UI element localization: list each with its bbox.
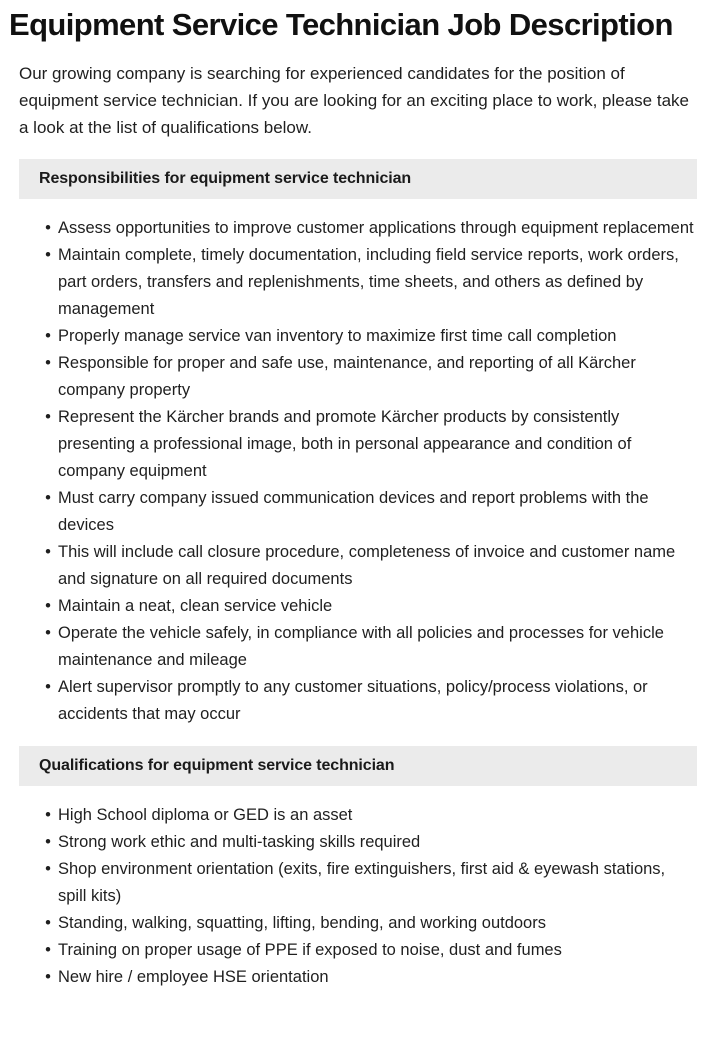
section-qualifications: [0, 746, 720, 991]
bottom-spacer: [0, 991, 720, 1015]
bullet-icon: •: [45, 489, 51, 507]
list-item: [45, 593, 696, 620]
list-item: [45, 829, 696, 856]
bullet-icon: •: [45, 968, 51, 986]
list-item: [45, 937, 696, 964]
list-item-text: Represent the Kärcher brands and promote Kärcher products by consistently presenting a professional image, both in personal appearance and condition of company equipment: [58, 408, 632, 480]
page-title: Equipment Service Technician Job Description: [9, 7, 673, 42]
bullet-icon: •: [45, 678, 51, 696]
bullet-icon: •: [45, 354, 51, 372]
list-item-text: New hire / employee HSE orientation: [58, 968, 329, 986]
list-item: [45, 964, 696, 991]
list-item: [45, 802, 696, 829]
list-item-text: Assess opportunities to improve customer applications through equipment replacement: [58, 219, 694, 237]
section-header-responsibilities: [19, 159, 697, 199]
responsibilities-list: [0, 215, 720, 728]
bullet-icon: •: [45, 860, 51, 878]
bullet-icon: •: [45, 219, 51, 237]
section-responsibilities: [0, 159, 720, 728]
list-item-text: Properly manage service van inventory to maximize first time call completion: [58, 327, 617, 345]
list-item-text: Training on proper usage of PPE if exposed to noise, dust and fumes: [58, 941, 562, 959]
bullet-icon: •: [45, 914, 51, 932]
list-item-text: Responsible for proper and safe use, maintenance, and reporting of all Kärcher company property: [58, 354, 636, 399]
list-item: [45, 215, 696, 242]
bullet-icon: •: [45, 246, 51, 264]
list-item: [45, 404, 696, 485]
list-item: [45, 620, 696, 674]
list-item-text: Must carry company issued communication devices and report problems with the devices: [58, 489, 649, 534]
section-title-qualifications: Qualifications for equipment service technician: [39, 757, 395, 774]
list-item-text: Strong work ethic and multi-tasking skills required: [58, 833, 421, 851]
list-item-text: High School diploma or GED is an asset: [58, 806, 353, 824]
list-item: [45, 242, 696, 323]
bullet-icon: •: [45, 408, 51, 426]
list-item: [45, 485, 696, 539]
list-item: [45, 856, 696, 910]
bullet-icon: •: [45, 543, 51, 561]
list-item-text: Standing, walking, squatting, lifting, bending, and working outdoors: [58, 914, 546, 932]
bullet-icon: •: [45, 941, 51, 959]
list-item: [45, 323, 696, 350]
bullet-icon: •: [45, 833, 51, 851]
bullet-icon: •: [45, 806, 51, 824]
list-item-text: Maintain complete, timely documentation, including field service reports, work orders, part orders, transfers and replenishments, time sheets, and others as defined by management: [58, 246, 679, 318]
bullet-icon: •: [45, 597, 51, 615]
list-item-text: Maintain a neat, clean service vehicle: [58, 597, 333, 615]
list-item: [45, 910, 696, 937]
bullet-icon: •: [45, 624, 51, 642]
list-item: [45, 350, 696, 404]
list-item: [45, 539, 696, 593]
qualifications-list: [0, 802, 720, 991]
list-item-text: Shop environment orientation (exits, fire extinguishers, first aid & eyewash stations, spill kits): [58, 860, 666, 905]
section-header-qualifications: [19, 746, 697, 786]
list-item-text: Alert supervisor promptly to any customer situations, policy/process violations, or accidents that may occur: [58, 678, 648, 723]
intro-paragraph: Our growing company is searching for experienced candidates for the position of equipment service technician. If you are looking for an exciting place to work, please take a look at the list of qualifications below.: [19, 64, 689, 137]
list-item-text: This will include call closure procedure, completeness of invoice and customer name and signature on all required documents: [58, 543, 676, 588]
section-title-responsibilities: Responsibilities for equipment service technician: [39, 170, 412, 187]
list-item: [45, 674, 696, 728]
bullet-icon: •: [45, 327, 51, 345]
list-item-text: Operate the vehicle safely, in compliance with all policies and processes for vehicle maintenance and mileage: [58, 624, 664, 669]
